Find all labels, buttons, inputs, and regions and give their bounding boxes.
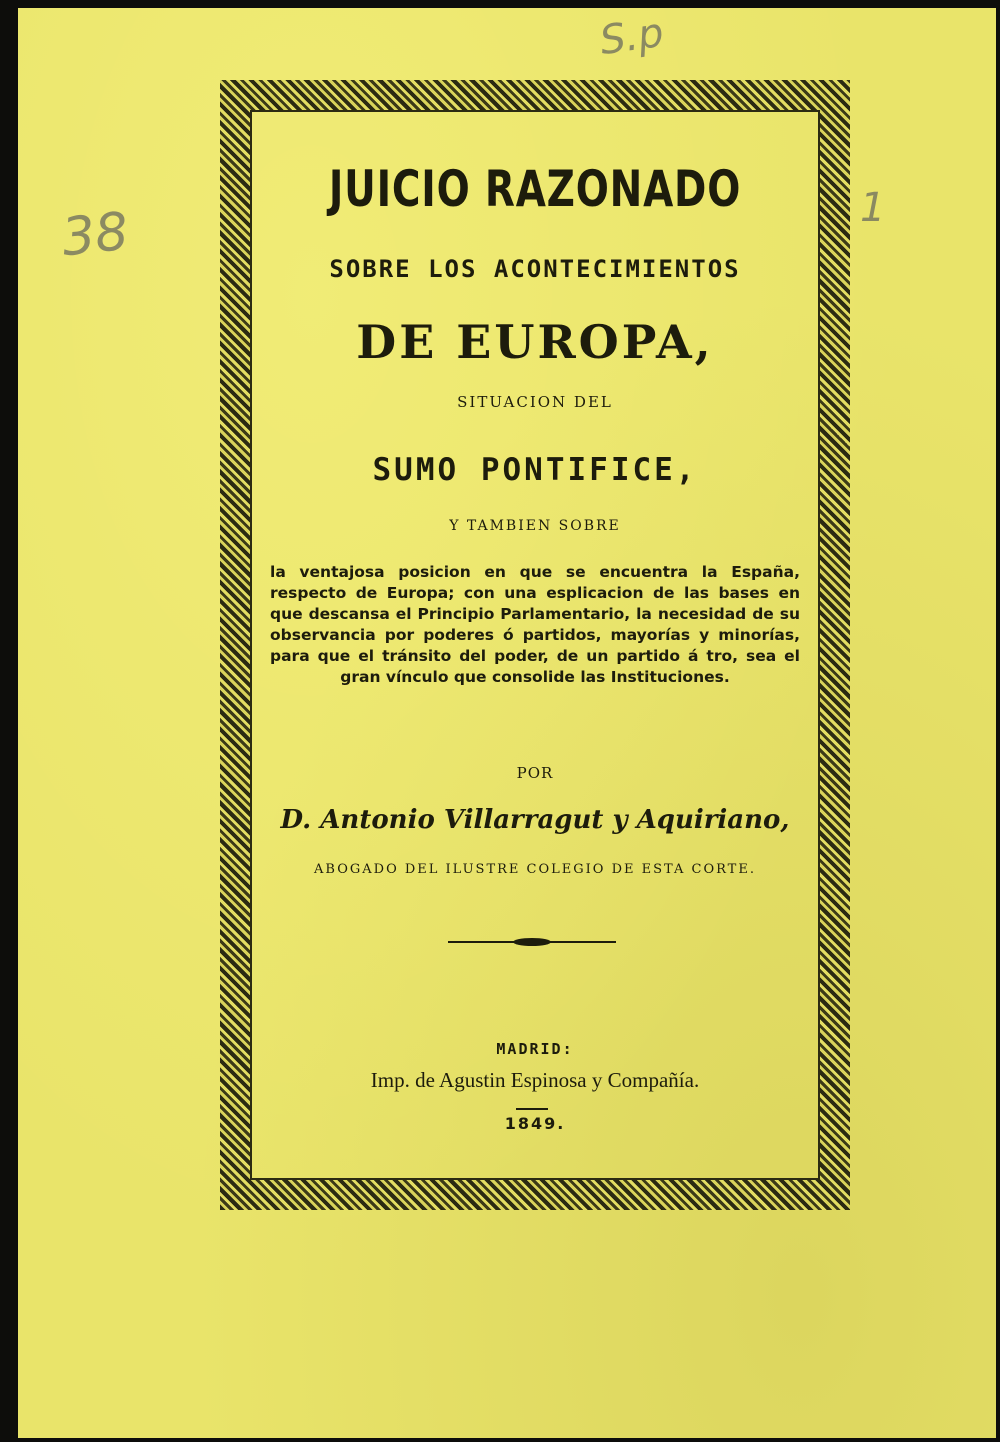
line-situacion: SITUACION DEL bbox=[457, 393, 613, 411]
handwritten-note-top: S.p bbox=[597, 9, 667, 65]
city: MADRID: bbox=[496, 1040, 574, 1058]
line-y-tambien: Y TAMBIEN SOBRE bbox=[449, 518, 621, 534]
printer: Imp. de Agustin Espinosa y Compañía. bbox=[370, 1068, 700, 1092]
year: 1849. bbox=[504, 1114, 566, 1133]
por-label: POR bbox=[516, 764, 554, 782]
author-name: D. Antonio Villarragut y Aquiriano, bbox=[280, 805, 790, 835]
author-role: ABOGADO DEL ILUSTRE COLEGIO DE ESTA CORTE. bbox=[314, 862, 756, 877]
main-title: DE EUROPA, bbox=[356, 315, 714, 369]
year-rule bbox=[516, 1108, 548, 1110]
subtitle: SOBRE LOS ACONTECIMIENTOS bbox=[329, 255, 741, 283]
handwritten-note-right: 1 bbox=[860, 185, 886, 231]
ornamental-rule-knot bbox=[513, 938, 551, 946]
sumo-pontifice-heading: SUMO PONTIFICE, bbox=[372, 452, 698, 488]
handwritten-note-left: 38 bbox=[59, 201, 132, 269]
book-title: JUICIO RAZONADO bbox=[328, 160, 742, 218]
description-paragraph: la ventajosa posicion en que se encuentra la España, respecto de Europa; con una esplicacion de las bases en que descansa el Principio Parlamentario, la necesidad de su observancia por poderes ó partidos, mayorías y minorías, para que el tránsito del poder, de un partido á tro, sea el gran vínculo que consolide las Instituciones. bbox=[270, 563, 800, 686]
